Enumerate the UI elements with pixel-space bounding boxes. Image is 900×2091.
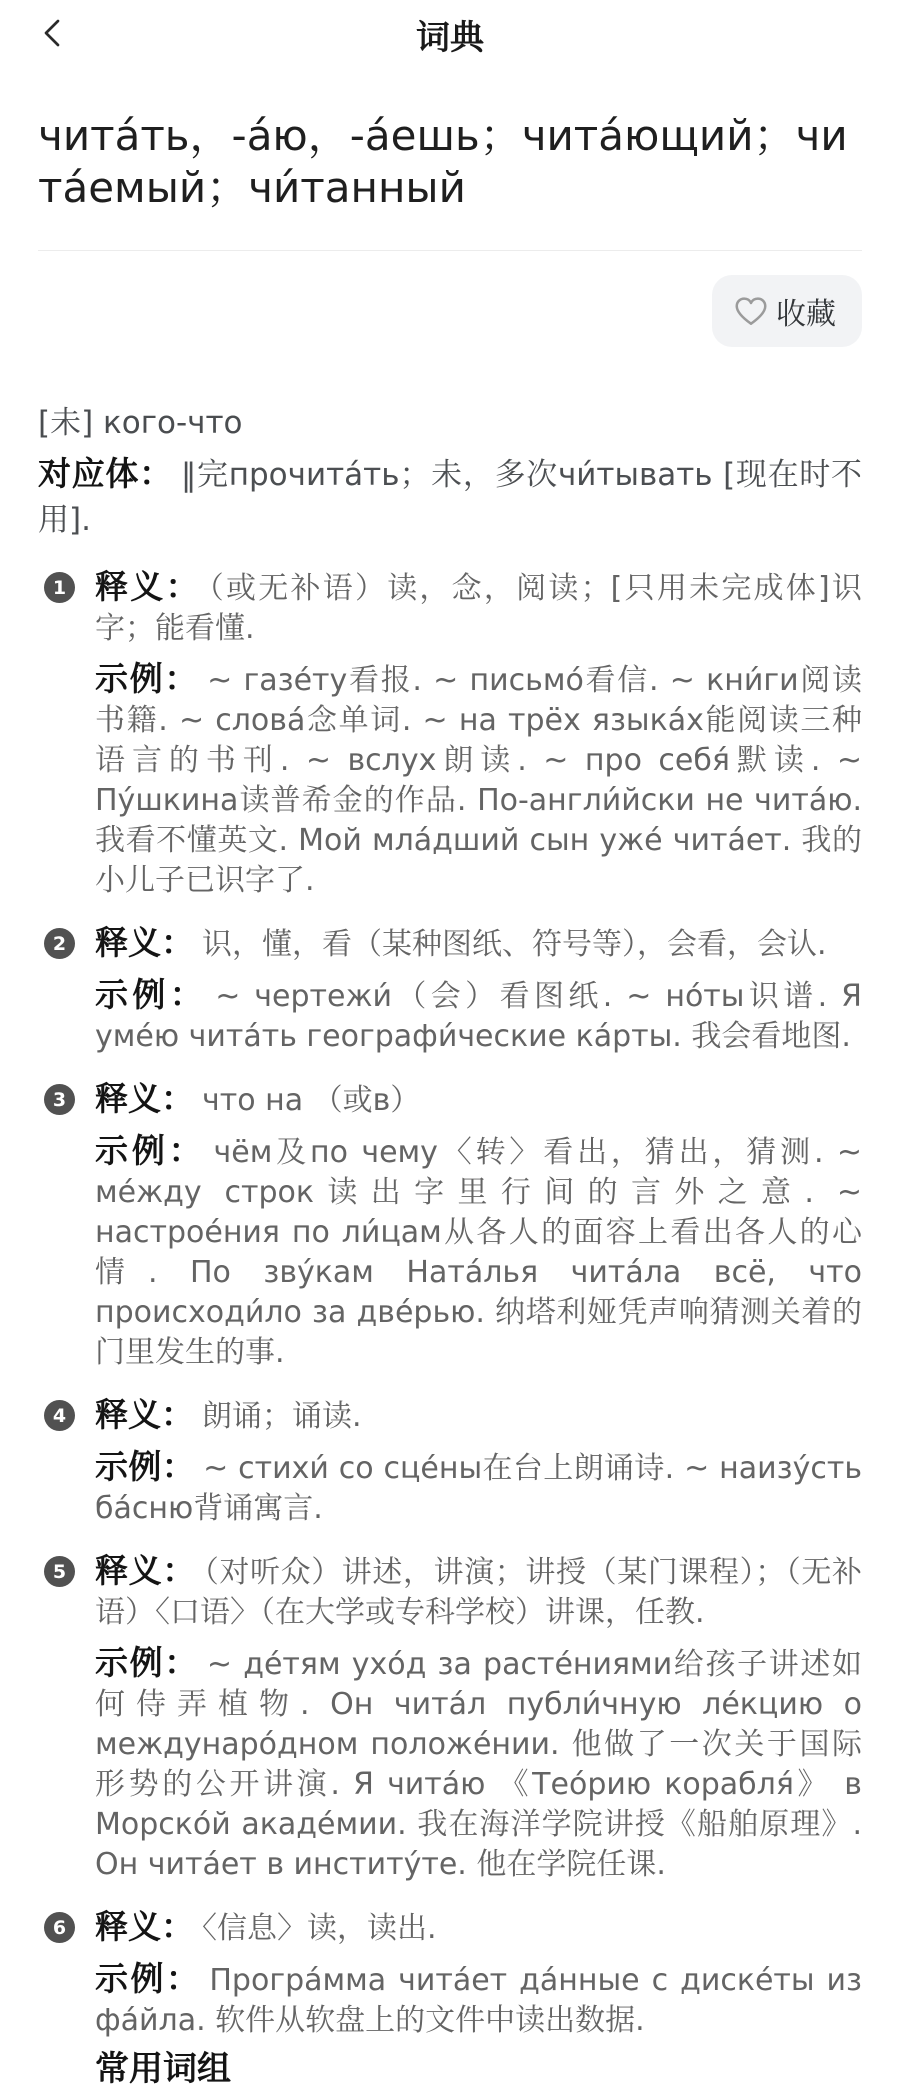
example-text: ~ чертежи́（会）看图纸. ~ но́ты识谱. Я уме́ю чита́ть географи́ческие ка́рты. 我会看地图. xyxy=(95,979,863,1054)
dictionary-entry xyxy=(0,110,900,2091)
definition-text: 识，懂，看（某种图纸、符号等），会看，会认. xyxy=(202,927,827,962)
app-header xyxy=(0,0,900,64)
heart-outline-icon xyxy=(732,292,770,330)
favorite-button[interactable] xyxy=(712,275,862,347)
headword-text: чита́ть，-а́ю，-а́ешь；чита́ющий；чита́емый；чи́танный xyxy=(38,111,848,212)
sense-list xyxy=(38,567,862,2041)
definition-text: 朗诵；诵读. xyxy=(202,1399,362,1434)
example-row xyxy=(95,1959,862,2041)
page-title: 词典 xyxy=(416,18,484,58)
example-text: ~ стихи́ со сце́ны在台上朗诵诗. ~ наизу́сть ба́сню背诵寓言. xyxy=(95,1451,862,1526)
definition-text: 〈信息〉读，读出. xyxy=(202,1911,437,1946)
sense-number-badge: 1 xyxy=(44,572,75,603)
definition-row xyxy=(95,1079,862,1121)
sense-number-badge: 6 xyxy=(44,1912,75,1943)
favorite-row xyxy=(38,275,862,347)
definition-text: что на （或в） xyxy=(202,1083,421,1118)
definition-label: 释义： xyxy=(95,923,194,962)
example-text: чём及по чему〈转〉看出，猜出，猜测. ~ ме́жду строк读出字里行间的言外之意. ~ настрое́ния по ли́цам从各人的面容上看出各人的心情. По зву́кам Ната́лья чита́ла всё, что происходи́ло за две́рью. 纳塔利娅凭声响猜测关着的门里发生的事. xyxy=(95,1135,862,1370)
sense-number-badge: 2 xyxy=(44,928,75,959)
sense-item xyxy=(38,567,862,901)
example-label: 示例： xyxy=(95,1447,196,1486)
definition-row xyxy=(95,923,862,965)
sense-item xyxy=(38,1551,862,1885)
example-row xyxy=(95,1643,862,1885)
definition-label: 释义： xyxy=(95,1551,196,1590)
sense-number-badge: 4 xyxy=(44,1400,75,1431)
example-row xyxy=(95,1131,862,1373)
example-label: 示例： xyxy=(95,659,200,698)
grammar-note: [未] кого-что xyxy=(38,405,243,441)
example-row xyxy=(95,1447,862,1529)
definition-row xyxy=(95,1551,862,1633)
definition-label: 释义： xyxy=(95,1395,194,1434)
favorite-label: 收藏 xyxy=(776,297,836,332)
example-text: ~ де́тям ухо́д за расте́ниями给孩子讲述如何侍弄植物. Он чита́л публи́чную ле́кцию о междунаро́дном положе́нии. 他做了一次关于国际形势的公开讲演. Я чита́ю 《Тео́рию корабля́》 в Морско́й акаде́мии. 我在海洋学院讲授《船舶原理》. Он чита́ет в институ́те. 他在学院任课. xyxy=(95,1647,863,1882)
definition-label: 释义： xyxy=(95,567,201,606)
sense-item xyxy=(38,923,862,1057)
example-label: 示例： xyxy=(95,1959,202,1998)
example-row xyxy=(95,975,862,1057)
clipped-section-label: 常用词组 xyxy=(95,2049,231,2089)
example-text: Програ́мма чита́ет да́нные с диске́ты из фа́йла. 软件从软盘上的文件中读出数据. xyxy=(95,1963,863,2038)
sense-number-badge: 3 xyxy=(44,1084,75,1115)
example-label: 示例： xyxy=(95,975,208,1014)
example-label: 示例： xyxy=(95,1131,206,1170)
example-row xyxy=(95,659,862,901)
definition-text: （或无补语）读，念，阅读；[只用未完成体]识字；能看懂. xyxy=(95,571,862,646)
aspect-label: 对应体： xyxy=(38,454,173,493)
definition-row xyxy=(95,1395,862,1437)
definition-row xyxy=(95,1907,862,1949)
example-label: 示例： xyxy=(95,1643,199,1682)
sense-item xyxy=(38,1907,862,2041)
sense-item xyxy=(38,1395,862,1529)
divider xyxy=(38,250,862,251)
definition-row xyxy=(95,567,862,649)
aspect-text: ‖完прочита́ть；未，多次чи́тывать [现在时不用]. xyxy=(38,457,863,538)
definition-label: 释义： xyxy=(95,1907,194,1946)
example-text: ~ газе́ту看报. ~ письмо́看信. ~ кни́ги阅读书籍. ~ слова́念单词. ~ на трёх языка́х能阅读三种语言的书刊. ~ вслух朗读. ~ про себя́默读. ~ Пу́шкина读普希金的作品. По-англи́йски не чита́ю. 我看不懂英文. Мой мла́дший сын уже́ чита́ет. 我的小儿子已识字了. xyxy=(95,663,863,898)
sense-number-badge: 5 xyxy=(44,1556,75,1587)
definition-text: （对听众）讲述，讲演；讲授（某门课程）；（无补语）〈口语〉（在大学或专科学校）讲课，任教. xyxy=(95,1555,863,1630)
sense-item xyxy=(38,1079,862,1373)
aspect-row xyxy=(38,451,862,543)
definition-label: 释义： xyxy=(95,1079,194,1118)
